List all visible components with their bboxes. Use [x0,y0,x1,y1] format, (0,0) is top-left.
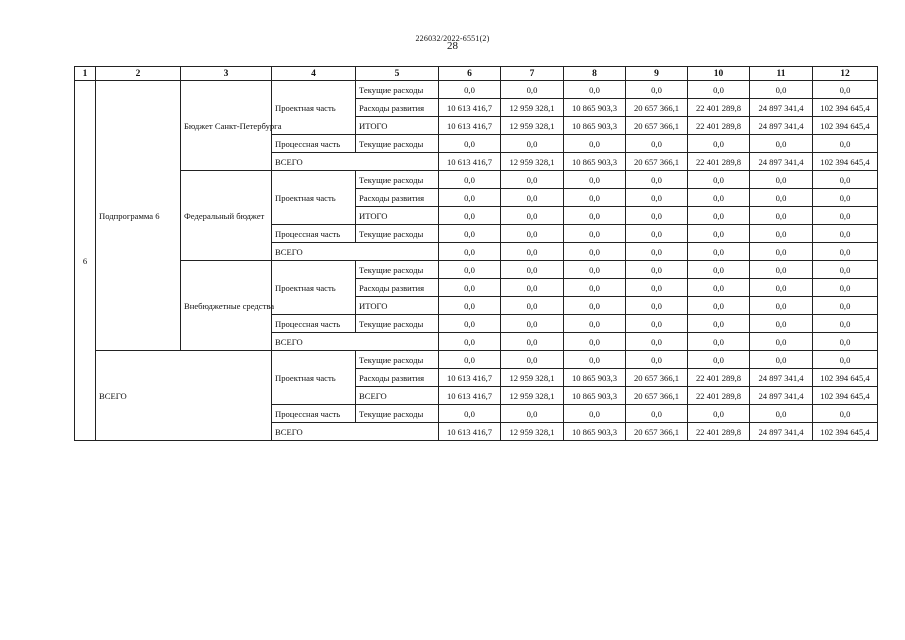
expense-type-cell: Расходы развития [356,99,439,117]
value-cell: 10 613 416,7 [439,387,501,405]
part-cell: Проектная часть [272,261,356,315]
table-row [75,171,878,189]
value-cell: 0,0 [439,135,501,153]
value-cell: 102 394 645,4 [813,99,878,117]
value-cell: 0,0 [750,315,813,333]
value-cell: 0,0 [564,171,626,189]
value-cell: 0,0 [688,171,750,189]
value-cell: 0,0 [688,315,750,333]
funding-source-cell: Внебюджетные средства [181,261,272,351]
value-cell: 0,0 [813,207,878,225]
column-header: 12 [813,67,878,81]
value-cell: 0,0 [501,279,564,297]
value-cell: 102 394 645,4 [813,369,878,387]
value-cell: 0,0 [750,405,813,423]
value-cell: 22 401 289,8 [688,153,750,171]
value-cell: 24 897 341,4 [750,423,813,441]
value-cell: 12 959 328,1 [501,99,564,117]
value-cell: 0,0 [688,243,750,261]
column-header: 4 [272,67,356,81]
value-cell: 0,0 [688,279,750,297]
expense-type-cell: Текущие расходы [356,135,439,153]
value-cell: 22 401 289,8 [688,423,750,441]
value-cell: 0,0 [626,261,688,279]
value-cell: 0,0 [439,207,501,225]
value-cell: 12 959 328,1 [501,423,564,441]
value-cell: 0,0 [439,297,501,315]
funding-source-cell: Федеральный бюджет [181,171,272,261]
value-cell: 102 394 645,4 [813,153,878,171]
value-cell: 0,0 [501,315,564,333]
value-cell: 22 401 289,8 [688,369,750,387]
value-cell: 0,0 [813,261,878,279]
table-row [75,81,878,99]
value-cell: 0,0 [813,225,878,243]
value-cell: 0,0 [501,297,564,315]
part-cell: Процессная часть [272,135,356,153]
value-cell: 0,0 [439,243,501,261]
value-cell: 0,0 [626,171,688,189]
value-cell: 0,0 [750,351,813,369]
expense-type-cell: ВСЕГО [356,387,439,405]
value-cell: 0,0 [750,225,813,243]
value-cell: 0,0 [439,81,501,99]
value-cell: 0,0 [626,243,688,261]
value-cell: 0,0 [688,261,750,279]
value-cell: 24 897 341,4 [750,99,813,117]
value-cell: 0,0 [626,225,688,243]
value-cell: 24 897 341,4 [750,369,813,387]
part-cell: Проектная часть [272,351,356,405]
value-cell: 0,0 [813,333,878,351]
value-cell: 20 657 366,1 [626,99,688,117]
value-cell: 20 657 366,1 [626,117,688,135]
value-cell: 0,0 [501,405,564,423]
value-cell: 0,0 [813,81,878,99]
value-cell: 0,0 [564,225,626,243]
value-cell: 0,0 [626,405,688,423]
value-cell: 0,0 [813,405,878,423]
value-cell: 0,0 [750,135,813,153]
total-label-cell: ВСЕГО [272,333,439,351]
value-cell: 0,0 [750,171,813,189]
value-cell: 0,0 [501,261,564,279]
value-cell: 0,0 [501,225,564,243]
value-cell: 0,0 [750,333,813,351]
expense-type-cell: ИТОГО [356,117,439,135]
value-cell: 0,0 [750,243,813,261]
value-cell: 22 401 289,8 [688,117,750,135]
part-cell: Процессная часть [272,225,356,243]
value-cell: 0,0 [750,207,813,225]
value-cell: 20 657 366,1 [626,387,688,405]
budget-table [74,66,878,441]
value-cell: 24 897 341,4 [750,153,813,171]
row-number-cell: 6 [75,81,96,441]
value-cell: 10 613 416,7 [439,99,501,117]
document-number: 226032/2022-6551(2) [415,34,490,43]
value-cell: 0,0 [501,81,564,99]
value-cell: 12 959 328,1 [501,387,564,405]
value-cell: 0,0 [501,243,564,261]
value-cell: 0,0 [501,135,564,153]
part-cell: Процессная часть [272,405,356,423]
value-cell: 0,0 [688,405,750,423]
value-cell: 0,0 [626,315,688,333]
value-cell: 0,0 [439,405,501,423]
value-cell: 0,0 [626,297,688,315]
expense-type-cell: Расходы развития [356,279,439,297]
value-cell: 0,0 [564,243,626,261]
column-header: 11 [750,67,813,81]
expense-type-cell: Текущие расходы [356,351,439,369]
expense-type-cell: Текущие расходы [356,315,439,333]
value-cell: 10 865 903,3 [564,99,626,117]
value-cell: 0,0 [564,81,626,99]
value-cell: 0,0 [750,261,813,279]
value-cell: 0,0 [813,189,878,207]
value-cell: 10 865 903,3 [564,387,626,405]
value-cell: 24 897 341,4 [750,117,813,135]
value-cell: 0,0 [564,333,626,351]
value-cell: 20 657 366,1 [626,423,688,441]
value-cell: 0,0 [501,207,564,225]
total-label-cell: ВСЕГО [272,423,439,441]
value-cell: 0,0 [564,189,626,207]
expense-type-cell: Текущие расходы [356,225,439,243]
grand-total-label-cell: ВСЕГО [96,351,272,441]
value-cell: 0,0 [439,351,501,369]
value-cell: 0,0 [626,81,688,99]
value-cell: 0,0 [688,189,750,207]
value-cell: 12 959 328,1 [501,117,564,135]
column-header: 2 [96,67,181,81]
value-cell: 0,0 [626,207,688,225]
part-cell: Проектная часть [272,171,356,225]
expense-type-cell: Текущие расходы [356,405,439,423]
column-header: 1 [75,67,96,81]
value-cell: 20 657 366,1 [626,369,688,387]
value-cell: 0,0 [564,297,626,315]
value-cell: 0,0 [750,81,813,99]
value-cell: 0,0 [688,81,750,99]
value-cell: 20 657 366,1 [626,153,688,171]
value-cell: 0,0 [813,171,878,189]
expense-type-cell: Расходы развития [356,189,439,207]
value-cell: 0,0 [750,297,813,315]
expense-type-cell: Текущие расходы [356,171,439,189]
value-cell: 0,0 [439,315,501,333]
value-cell: 0,0 [439,225,501,243]
value-cell: 0,0 [501,351,564,369]
value-cell: 0,0 [439,189,501,207]
value-cell: 12 959 328,1 [501,153,564,171]
value-cell: 0,0 [813,135,878,153]
value-cell: 0,0 [439,333,501,351]
value-cell: 0,0 [501,333,564,351]
value-cell: 0,0 [750,189,813,207]
table-row [75,351,878,369]
expense-type-cell: ИТОГО [356,207,439,225]
part-cell: Процессная часть [272,315,356,333]
value-cell: 0,0 [564,351,626,369]
value-cell: 0,0 [813,315,878,333]
value-cell: 102 394 645,4 [813,117,878,135]
program-cell: Подпрограмма 6 [96,81,181,351]
column-header: 7 [501,67,564,81]
value-cell: 0,0 [439,171,501,189]
value-cell: 22 401 289,8 [688,99,750,117]
value-cell: 0,0 [564,135,626,153]
value-cell: 0,0 [626,135,688,153]
value-cell: 10 613 416,7 [439,369,501,387]
column-header: 3 [181,67,272,81]
value-cell: 0,0 [750,279,813,297]
value-cell: 0,0 [813,297,878,315]
total-label-cell: ВСЕГО [272,153,439,171]
value-cell: 10 613 416,7 [439,153,501,171]
funding-source-cell: Бюджет Санкт-Петербурга [181,81,272,171]
value-cell: 0,0 [439,279,501,297]
value-cell: 0,0 [626,351,688,369]
value-cell: 10 613 416,7 [439,423,501,441]
total-label-cell: ВСЕГО [272,243,439,261]
page-number: 28 [447,40,458,52]
value-cell: 0,0 [564,261,626,279]
value-cell: 0,0 [564,207,626,225]
value-cell: 10 865 903,3 [564,153,626,171]
column-header: 6 [439,67,501,81]
value-cell: 0,0 [688,333,750,351]
value-cell: 0,0 [688,297,750,315]
table-body [75,81,878,441]
value-cell: 0,0 [439,261,501,279]
value-cell: 0,0 [688,135,750,153]
column-header: 9 [626,67,688,81]
value-cell: 0,0 [501,171,564,189]
expense-type-cell: Текущие расходы [356,81,439,99]
value-cell: 0,0 [626,333,688,351]
value-cell: 0,0 [626,279,688,297]
value-cell: 10 613 416,7 [439,117,501,135]
value-cell: 102 394 645,4 [813,423,878,441]
header-row [75,67,878,81]
column-header: 10 [688,67,750,81]
value-cell: 10 865 903,3 [564,423,626,441]
value-cell: 0,0 [564,405,626,423]
value-cell: 0,0 [688,225,750,243]
value-cell: 0,0 [564,315,626,333]
value-cell: 10 865 903,3 [564,369,626,387]
column-header: 8 [564,67,626,81]
value-cell: 12 959 328,1 [501,369,564,387]
expense-type-cell: ИТОГО [356,297,439,315]
value-cell: 0,0 [813,279,878,297]
table-row [75,261,878,279]
value-cell: 22 401 289,8 [688,387,750,405]
value-cell: 0,0 [501,189,564,207]
expense-type-cell: Текущие расходы [356,261,439,279]
part-cell: Проектная часть [272,81,356,135]
value-cell: 102 394 645,4 [813,387,878,405]
value-cell: 0,0 [813,243,878,261]
value-cell: 24 897 341,4 [750,387,813,405]
value-cell: 10 865 903,3 [564,117,626,135]
value-cell: 0,0 [626,189,688,207]
expense-type-cell: Расходы развития [356,369,439,387]
column-header: 5 [356,67,439,81]
value-cell: 0,0 [813,351,878,369]
value-cell: 0,0 [688,351,750,369]
value-cell: 0,0 [564,279,626,297]
value-cell: 0,0 [688,207,750,225]
